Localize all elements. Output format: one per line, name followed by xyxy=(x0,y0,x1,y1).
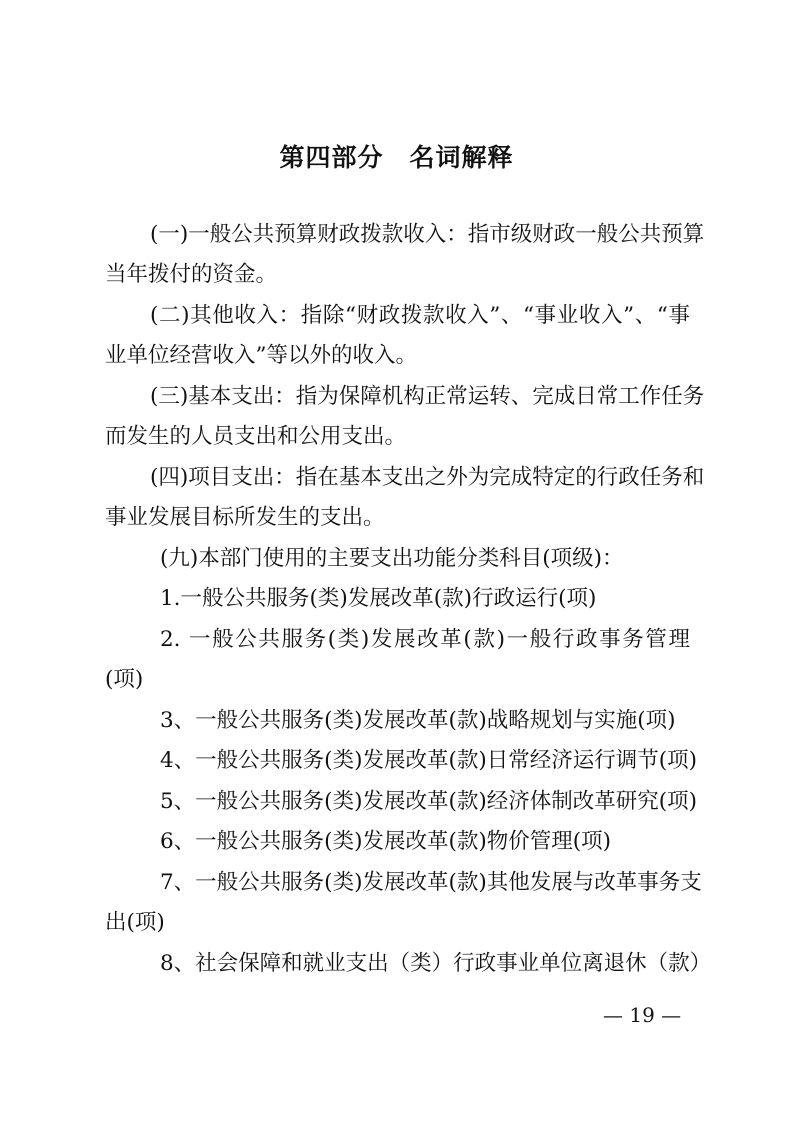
paragraph-line-19: 8、社会保障和就业支出（类）行政事业单位离退休（款） xyxy=(160,951,712,976)
paragraph-line-12: (项) xyxy=(105,667,144,692)
paragraph-line-13: 3、一般公共服务(类)发展改革(款)战略规划与实施(项) xyxy=(160,708,676,733)
paragraph-line-11: 2. 一般公共服务(类)发展改革(款)一般行政事务管理 xyxy=(160,627,690,652)
paragraph-line-16: 6、一般公共服务(类)发展改革(款)物价管理(项) xyxy=(160,829,612,854)
page-title xyxy=(0,138,793,174)
paragraph-line-14: 4、一般公共服务(类)发展改革(款)日常经济运行调节(项) xyxy=(160,748,698,773)
paragraph-line-18: 出(项) xyxy=(105,910,165,935)
paragraph-line-8: 事业发展目标所发生的支出。 xyxy=(105,505,385,530)
paragraph-line-17: 7、一般公共服务(类)发展改革(款)其他发展与改革事务支 xyxy=(160,870,702,895)
paragraph-line-7: (四)项目支出：指在基本支出之外为完成特定的行政任务和 xyxy=(150,465,705,490)
paragraph-line-3: (二)其他收入：指除“财政拨款收入”、“事业收入”、“事 xyxy=(150,303,690,328)
paragraph-line-9: (九)本部门使用的主要支出功能分类科目(项级)： xyxy=(160,546,624,571)
paragraph-line-2: 当年拨付的资金。 xyxy=(105,262,278,287)
paragraph-line-4: 业单位经营收入”等以外的收入。 xyxy=(105,343,417,368)
paragraph-line-10: 1.一般公共服务(类)发展改革(款)行政运行(项) xyxy=(160,586,597,611)
title-part: 第四部分 xyxy=(279,143,384,172)
paragraph-line-5: (三)基本支出：指为保障机构正常运转、完成日常工作任务 xyxy=(150,384,705,409)
paragraph-line-15: 5、一般公共服务(类)发展改革(款)经济体制改革研究(项) xyxy=(160,789,698,814)
paragraph-line-1: (一)一般公共预算财政拨款收入：指市级财政一般公共预算 xyxy=(150,222,705,247)
page-number: — 19 — xyxy=(603,1003,682,1027)
title-name: 名词解释 xyxy=(409,143,514,172)
paragraph-line-6: 而发生的人员支出和公用支出。 xyxy=(105,424,407,449)
